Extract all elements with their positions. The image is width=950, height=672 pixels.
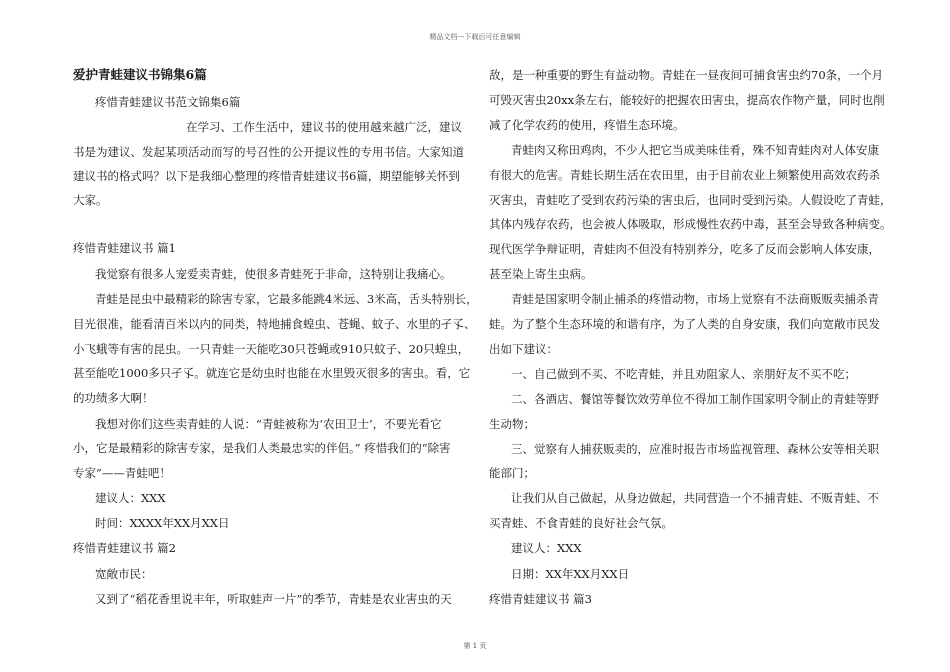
body-line: 可毁灭害虫20xx条左右，能较好的把握农田害虫，提高农作物产量，同时也削 bbox=[489, 93, 885, 107]
suggestion-2-cont: 生动物； bbox=[489, 417, 535, 431]
article1-heading: 疼惜青蛙建议书 篇1 bbox=[73, 241, 176, 255]
article1-line: 青蛙是昆虫中最精彩的除害专家，它最多能跳4米远、3米高，舌头特别长， bbox=[95, 292, 478, 306]
article1-line: 我觉察有很多人宠爱卖青蛙，使很多青蛙死于非命，这特别让我痛心。 bbox=[95, 267, 452, 281]
page-header: 精品文档---下载后可任意编辑 bbox=[429, 33, 521, 41]
document-subtitle: 疼惜青蛙建议书范文锦集6篇 bbox=[95, 95, 241, 109]
date-line: 时间：XXXX年XX月XX日 bbox=[95, 516, 230, 530]
author-line: 建议人：XXX bbox=[511, 541, 582, 555]
article3-heading: 疼惜青蛙建议书 篇3 bbox=[489, 592, 592, 606]
body-line: 有很大的危害。青蛙长期生活在农田里，由于目前农业上频繁使用高效农药杀 bbox=[489, 168, 880, 182]
article1-line: 目光很准，能看清百米以内的同类，特地捕食蝗虫、苍蝇、蚊子、水里的孑孓、 bbox=[73, 317, 476, 331]
body-line: 蛙。为了整个生态环境的和谐有序，为了人类的自身安康，我们向宽敞市民发 bbox=[489, 317, 880, 331]
article2-line: 又到了“稻花香里说丰年，听取蛙声一片”的季节，青蛙是农业害虫的天 bbox=[95, 592, 452, 606]
suggestion-2: 二、各酒店、餐馆等餐饮效劳单位不得加工制作国家明令制止的青蛙等野 bbox=[511, 392, 879, 406]
article1-line: 专家”——青蛙吧！ bbox=[73, 466, 171, 480]
body-line: 青蛙肉又称田鸡肉，不少人把它当成美味佳肴，殊不知青蛙肉对人体安康 bbox=[511, 143, 879, 157]
document-title: 爱护青蛙建议书锦集6篇 bbox=[73, 67, 207, 82]
article1-line: 小，它是最精彩的除害专家，是我们人类最忠实的伴侣。” 疼惜我们的“除害 bbox=[73, 441, 451, 455]
suggestion-3: 三、觉察有人捕获贩卖的，应准时报告市场监视管理、森林公安等相关职 bbox=[511, 442, 879, 456]
intro-line: 在学习、工作生活中，建议书的使用越来越广泛，建议 bbox=[186, 120, 462, 134]
body-line: 现代医学争辩证明，青蛙肉不但没有特别养分，吃多了反而会影响人体安康， bbox=[489, 242, 880, 256]
body-line: 青蛙是国家明令制止捕杀的疼惜动物，市场上觉察有不法商贩贩卖捕杀青 bbox=[511, 292, 879, 306]
body-line: 让我们从自己做起，从身边做起，共同营造一个不捕青蛙、不贩青蛙、不 bbox=[511, 491, 879, 505]
body-line: 其体内残存农药，也会被人体吸取，形成慢性农药中毒，甚至会导致各种病变。 bbox=[489, 217, 892, 231]
article1-line: 的功绩多大啊！ bbox=[73, 391, 154, 405]
author-line: 建议人：XXX bbox=[95, 491, 166, 505]
body-line: 减了化学农药的使用，疼惜生态环境。 bbox=[489, 118, 685, 132]
suggestion-1: 一、自己做到不买、不吃青蛙，并且劝阻家人、亲朋好友不买不吃； bbox=[511, 367, 856, 381]
page-number: 第 1 页 bbox=[463, 642, 487, 650]
body-line: 出如下建议： bbox=[489, 342, 558, 356]
body-line: 甚至染上寄生虫病。 bbox=[489, 267, 593, 281]
suggestion-3-cont: 能部门； bbox=[489, 466, 535, 480]
article2-line: 宽敞市民： bbox=[95, 567, 153, 581]
body-line: 买青蛙、不食青蛙的良好社会气氛。 bbox=[489, 516, 673, 530]
intro-line: 建议书的格式吗？以下是我细心整理的疼惜青蛙建议书6篇，期望能够关怀到 bbox=[73, 169, 460, 183]
article1-line: 小飞蛾等有害的昆虫。一只青蛙一天能吃30只苍蝇或910只蚊子、20只蝗虫， bbox=[73, 342, 470, 356]
article1-line: 甚至能吃1000多只孑孓。就连它是幼虫时也能在水里毁灭很多的害虫。看，它 bbox=[73, 366, 471, 380]
body-line: 灭害虫，青蛙吃了受到农药污染的害虫后，也同时受到污染。人假设吃了青蛙， bbox=[489, 193, 892, 207]
article2-heading: 疼惜青蛙建议书 篇2 bbox=[73, 541, 176, 555]
intro-line: 书是为建议、发起某项活动而写的号召性的公开提议性的专用书信。大家知道 bbox=[73, 145, 464, 159]
body-line: 敌，是一种重要的野生有益动物。青蛙在一昼夜间可捕食害虫约70条，一个月 bbox=[489, 68, 884, 82]
article1-line: 我想对你们这些卖青蛙的人说：“青蛙被称为‘农田卫士’，不要光看它 bbox=[95, 417, 442, 431]
date-line: 日期：XX年XX月XX日 bbox=[511, 567, 630, 581]
intro-line: 大家。 bbox=[73, 193, 108, 207]
